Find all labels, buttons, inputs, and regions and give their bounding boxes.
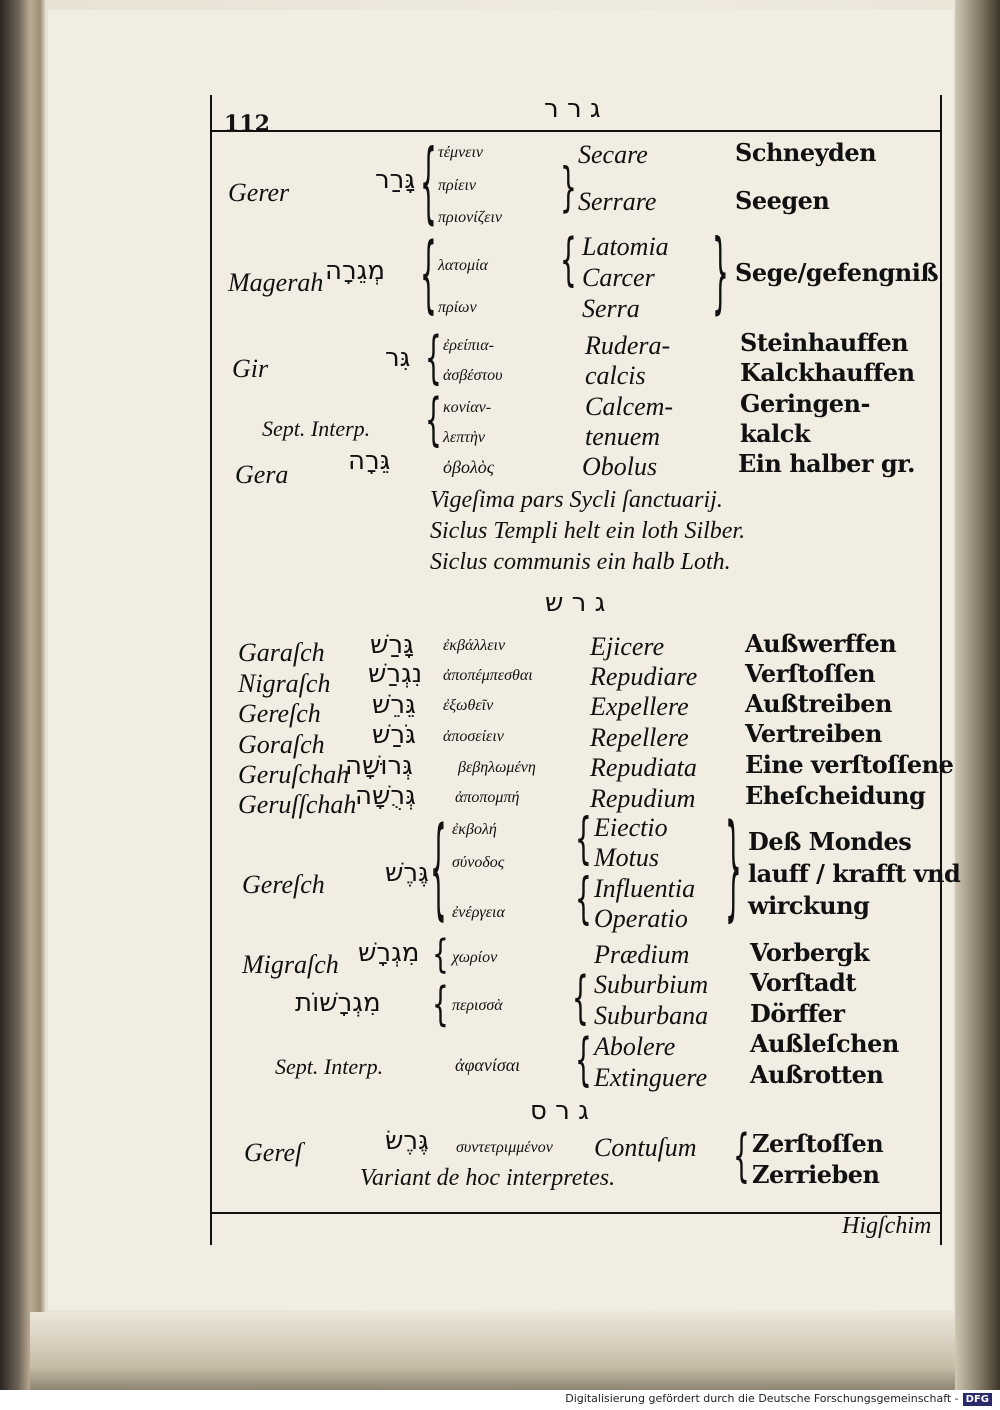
gerer-name: Gerer	[228, 178, 290, 207]
geresch2-latin-3: Influentia	[594, 874, 696, 903]
sept2-greek: ἀφανίσαι	[455, 1055, 521, 1075]
note-line-2: Siclus Templi helt ein loth Silber.	[430, 518, 746, 544]
gerer-hebrew: גָּרַר	[375, 165, 416, 195]
sept2-german-2: Außrotten	[750, 1060, 884, 1089]
row-german: Vertreiben	[745, 719, 882, 748]
geres-german-1: Zerſtoſſen	[752, 1129, 884, 1158]
note-line-3: Siclus communis ein halb Loth.	[430, 549, 731, 575]
sept1-german-1: Geringen-	[740, 389, 870, 418]
brace: }	[712, 222, 729, 324]
header-rule	[210, 130, 940, 132]
geresch2-hebrew: גֶּרֶשׁ	[385, 858, 429, 888]
gir-greek-2: ἀσβέστου	[443, 367, 503, 384]
geresch2-greek-2: σύνοδος	[452, 854, 505, 871]
row-greek: ἐξωθεῖν	[443, 697, 494, 714]
geresch2-german-2: lauff / krafft vnd	[748, 859, 961, 888]
brace: {	[420, 132, 437, 234]
magerah-name: Magerah	[228, 268, 324, 297]
magerah-latin-2: Carcer	[582, 263, 655, 292]
geresch2-latin-1: Eiectio	[594, 813, 668, 842]
row-hebrew: גֵּרֵשׁ	[372, 690, 416, 720]
gir-name: Gir	[232, 354, 269, 383]
brace: {	[560, 226, 577, 294]
root-header: ג ר ר	[544, 94, 601, 124]
migrasch-greek-2: περισσὰ	[452, 997, 503, 1014]
gir-hebrew: גִּר	[385, 343, 411, 373]
geresch2-german-1: Deß Mondes	[748, 827, 912, 856]
geresch2-greek-3: ἐνέργεια	[452, 904, 505, 921]
row-latin: Repudiare	[590, 662, 698, 691]
sept2-latin-2: Extinguere	[594, 1063, 708, 1092]
brace: {	[575, 807, 592, 871]
catchword: Higſchim	[842, 1213, 932, 1239]
gir-german-2: Kalckhauffen	[740, 358, 915, 387]
footer-text: Digitalisierung gefördert durch die Deutsche Forschungsgemeinschaft -	[565, 1392, 959, 1405]
brace: {	[425, 386, 442, 454]
brace: {	[575, 1026, 592, 1094]
brace: {	[420, 226, 437, 324]
row-greek: ἐκβάλλειν	[443, 637, 506, 654]
gera-name: Gera	[235, 460, 289, 489]
gerer-greek-3: πριονίζειν	[438, 209, 503, 226]
gera-german: Ein halber gr.	[738, 449, 915, 478]
row-hebrew: גֹּרַשׁ	[372, 720, 416, 750]
magerah-latin-1: Latomia	[582, 232, 669, 261]
row-latin-name: Garaſch	[238, 638, 325, 667]
magerah-german: Sege/gefengniß	[735, 258, 939, 287]
gir-latin-2: calcis	[585, 361, 646, 390]
dfg-logo: DFG	[963, 1393, 992, 1406]
garash-header: ג ר ש	[545, 588, 606, 618]
gerer-greek-2: πρίειν	[438, 177, 476, 194]
garas-header: ג ר ס	[530, 1096, 589, 1126]
gerer-latin-2: Serrare	[578, 187, 657, 216]
row-german: Eine verſtoſſene	[745, 750, 954, 779]
row-german: Außwerffen	[745, 629, 897, 658]
geres-german-2: Zerrieben	[752, 1160, 880, 1189]
gir-greek-1: ἐρείπια-	[443, 337, 494, 354]
row-latin-name: Gereſch	[238, 699, 321, 728]
row-latin-name: Goraſch	[238, 730, 325, 759]
brace: {	[733, 1122, 750, 1190]
magerah-greek-1: λατομία	[438, 257, 488, 274]
row-latin-name: Geruſchah	[238, 760, 350, 789]
brace: {	[432, 977, 449, 1032]
book-edge-right	[955, 0, 1000, 1390]
geresch2-greek-1: ἐκβολή	[452, 821, 497, 838]
gera-greek: ὀβολὸς	[443, 457, 495, 477]
geresch2-latin-4: Operatio	[594, 904, 688, 933]
row-latin: Repudium	[590, 784, 696, 813]
magerah-hebrew: מְגֵרָה	[325, 256, 386, 286]
row-greek: βεβηλωμένη	[458, 759, 536, 776]
row-german: Eheſcheidung	[745, 781, 926, 810]
migrasch-latin-1: Prædium	[594, 940, 690, 969]
row-latin: Ejicere	[590, 632, 665, 661]
row-hebrew: נִגְרַשׁ	[368, 659, 423, 689]
migrasch-hebrew: מִגְרָשׁ	[358, 938, 420, 968]
brace: {	[432, 931, 449, 978]
geres-note: Variant de hoc interpretes.	[360, 1165, 616, 1191]
sept1-latin-1: Calcem-	[585, 392, 674, 421]
geres-greek: συντετριμμένον	[456, 1139, 553, 1156]
sept-interp-label: Sept. Interp.	[262, 416, 371, 441]
row-hebrew: גְּרֻשָׁה	[355, 781, 416, 811]
brace: }	[725, 801, 742, 935]
gir-german-1: Steinhauffen	[740, 328, 909, 357]
book-edge-bottom	[30, 1312, 955, 1390]
magerah-greek-2: πρίων	[438, 299, 477, 316]
migrasch-german-3: Dörffer	[750, 999, 845, 1028]
row-latin-name: Geruſſchah	[238, 790, 357, 819]
brace: {	[430, 805, 447, 933]
page-number: 112	[224, 111, 270, 137]
sept-interp-label-2: Sept. Interp.	[275, 1054, 384, 1079]
brace: {	[575, 867, 592, 931]
gerer-german-1: Schneyden	[735, 138, 877, 167]
brace: {	[425, 324, 442, 392]
geres-latin: Contuſum	[594, 1133, 697, 1162]
migrasch-hebrew-plural: מִגְרָשׁוֹת	[295, 988, 381, 1018]
geres-name: Gereſ	[244, 1138, 303, 1167]
gera-hebrew: גֵּרָה	[348, 446, 391, 476]
migrasch-latin-3: Suburbana	[594, 1001, 709, 1030]
migrasch-german-2: Vorſtadt	[750, 968, 856, 997]
sept2-german-1: Außleſchen	[750, 1029, 899, 1058]
row-greek: ἀποσείειν	[443, 728, 504, 745]
dfg-footer	[565, 1392, 992, 1406]
sept2-latin-1: Abolere	[594, 1032, 676, 1061]
migrasch-latin-2: Suburbium	[594, 970, 709, 999]
geresch2-german-3: wirckung	[748, 891, 870, 920]
geres-hebrew: גֶּרֶשׂ	[385, 1126, 429, 1156]
gerer-greek-1: τέμνειν	[438, 144, 484, 161]
brace: }	[560, 157, 577, 219]
geresch2-latin-2: Motus	[594, 843, 659, 872]
row-greek: ἀποπομπή	[455, 789, 520, 806]
gerer-german-2: Seegen	[735, 186, 830, 215]
migrasch-german-1: Vorbergk	[750, 938, 870, 967]
row-latin-name: Nigraſch	[238, 669, 331, 698]
row-hebrew: גְּרוּשָׁה	[345, 751, 413, 781]
sept1-greek-2: λεπτὴν	[443, 429, 486, 446]
footer-rule	[210, 1212, 940, 1214]
sept1-greek-1: κονίαν-	[443, 399, 492, 416]
gerer-latin-1: Secare	[578, 140, 648, 169]
row-hebrew: גָּרַשׁ	[370, 630, 414, 660]
sept1-latin-2: tenuem	[585, 422, 661, 451]
note-line-1: Vigeſima pars Sycli ſanctuarij.	[430, 487, 723, 513]
row-german: Außtreiben	[745, 689, 892, 718]
migrasch-greek-1: χωρίον	[452, 949, 498, 966]
brace: {	[572, 964, 589, 1032]
gera-latin: Obolus	[582, 452, 658, 481]
migrasch-name: Migraſch	[242, 950, 339, 979]
geresch2-name: Gereſch	[242, 870, 325, 899]
gir-latin-1: Rudera-	[585, 331, 671, 360]
magerah-latin-3: Serra	[582, 294, 640, 323]
row-latin: Expellere	[590, 692, 689, 721]
row-latin: Repudiata	[590, 753, 697, 782]
sept1-german-2: kalck	[740, 419, 811, 448]
row-greek: ἀποπέμπεσθαι	[443, 667, 533, 684]
row-latin: Repellere	[590, 723, 689, 752]
row-german: Verſtoſſen	[745, 659, 876, 688]
